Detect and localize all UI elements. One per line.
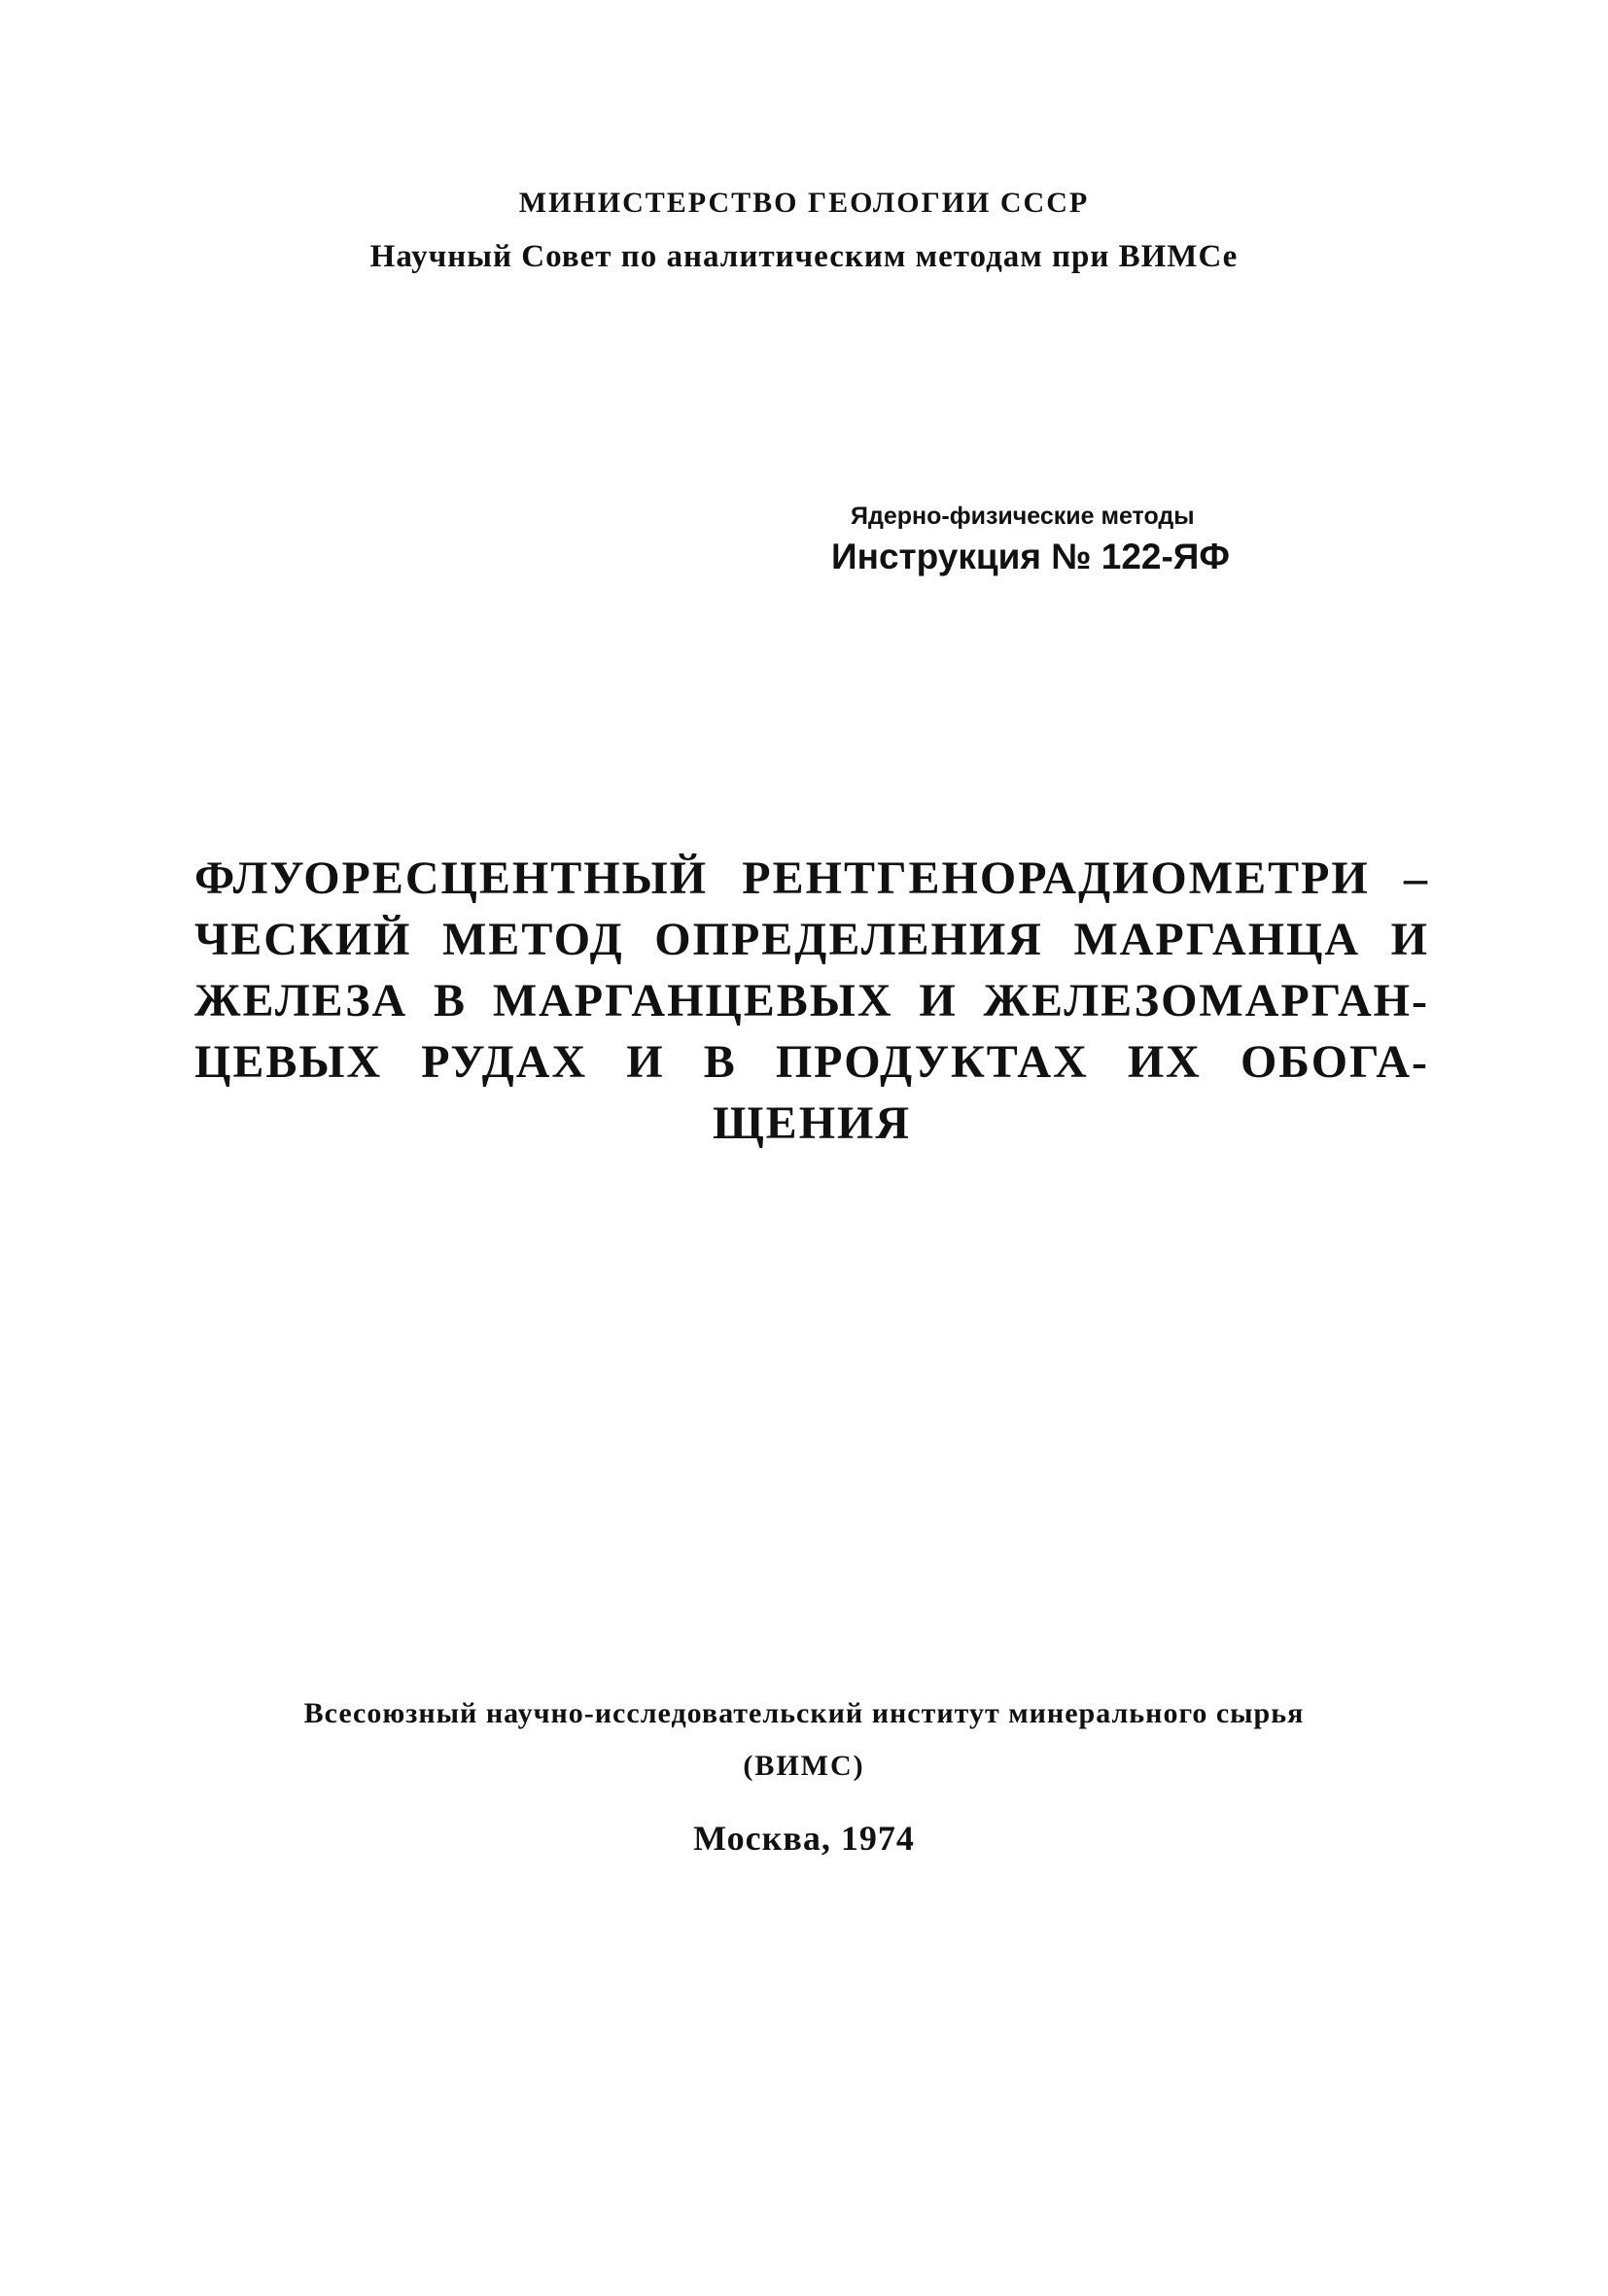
method-series: Ядерно-физические методы xyxy=(851,503,1195,530)
title-line: ФЛУОРЕСЦЕНТНЫЙ РЕНТГЕНОРАДИОМЕТРИ – xyxy=(194,852,1429,904)
ministry-heading: МИНИСТЕРСТВО ГЕОЛОГИИ СССР xyxy=(518,187,1090,219)
document-title xyxy=(194,848,1429,1154)
institute-name: Всесоюзный научно-исследовательский институт минерального сырья xyxy=(303,1697,1305,1729)
institute-abbreviation: (ВИМС) xyxy=(743,1750,865,1782)
title-line: ЩЕНИЯ xyxy=(712,1097,912,1149)
title-line: ЦЕВЫХ РУДАХ И В ПРОДУКТАХ ИХ ОБОГА- xyxy=(194,1036,1429,1088)
title-line: ЖЕЛЕЗА В МАРГАНЦЕВЫХ И ЖЕЛЕЗОМАРГАН- xyxy=(194,975,1429,1026)
instruction-number: Инструкция № 122-ЯФ xyxy=(831,537,1230,576)
council-heading: Научный Совет по аналитическим методам при ВИМСе xyxy=(369,239,1239,274)
place-and-year: Москва, 1974 xyxy=(693,1819,915,1858)
title-line: ЧЕСКИЙ МЕТОД ОПРЕДЕЛЕНИЯ МАРГАНЦА И xyxy=(194,914,1429,965)
instruction-block xyxy=(831,501,1337,580)
